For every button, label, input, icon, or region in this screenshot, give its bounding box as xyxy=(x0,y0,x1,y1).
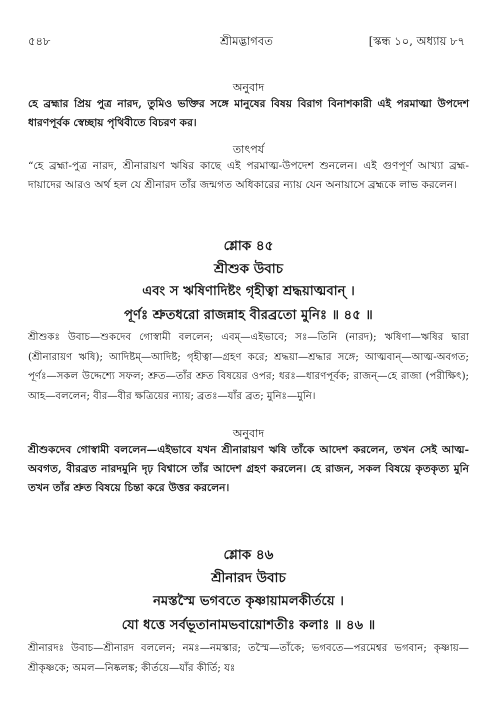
verse-46-synonyms: শ্রীনারদঃ উবাচ—শ্রীনারদ বললেন; নমঃ—নমস্কার; তস্মৈ—তাঁকে; ভগবতে—পরমেশ্বর ভগবান; কৃষ্ণায়—শ্রীকৃষ্ণকে; অমল—নিষ্কলঙ্ক; কীর্তয়ে—যাঁর কীর্তি; যঃ xyxy=(28,643,469,674)
running-header xyxy=(28,33,465,49)
chapter-reference: [স্কন্ধ ১০, অধ্যায় ৮৭ xyxy=(368,34,465,48)
verse-46-speaker: শ্রীনারদ উবাচ xyxy=(211,570,286,586)
verse-46-title: শ্লোক ৪৬ xyxy=(223,547,274,563)
verse-45-synonyms: শ্রীশুকঃ উবাচ—শুকদেব গোস্বামী বললেন; এবম্—এইভাবে; সঃ—তিনি (নারদ); ঋষিণা—ঋষির দ্বারা (শ্রীনারায়ণ ঋষি); আদিষ্টম্—আদিষ্ট; গৃহীত্বা—গ্রহণ করে; শ্রদ্ধয়া—শ্রদ্ধার সঙ্গে; আত্মবান্—আত্ম-অবগত; পূর্ণঃ—সকল উদ্দেশ্যে সফল; শ্রুত—তাঁর শ্রুত বিষয়ের ওপর; ধরঃ—ধারণপূর্বক; রাজন্—হে রাজা (পরীক্ষিৎ); আহ—বললেন; বীর—বীর ক্ষত্রিয়ের ন্যায়; ব্রতঃ—যাঁর ব্রত; মুনিঃ—মুনি। xyxy=(28,332,469,402)
verse-46-line-2: যো ধত্তে সর্বভূতানামভবায়োশতীঃ কলাঃ ॥ ৪৬ ॥ xyxy=(121,618,376,633)
verse-45-line-2: পূর্ণঃ শ্রুতধরো রাজন্নাহ বীরব্রতো মুনিঃ ॥ ৪৫ ॥ xyxy=(124,308,373,323)
book-title: শ্রীমদ্ভাগবত xyxy=(220,34,273,48)
verse-45-translation-text: শ্রীশুকদেব গোস্বামী বললেন—এইভাবে যখন শ্রীনারায়ণ ঋষি তাঁকে আদেশ করলেন, তখন সেই আত্ম-অবগত, বীরব্রত নারদমুনি দৃঢ় বিশ্বাসে তাঁর আদেশ গ্রহণ করলেন। হে রাজন, সকল বিষয়ে কৃতকৃত্য মুনি তখন তাঁর শ্রুত বিষয়ে চিন্তা করে উত্তর করলেন। xyxy=(28,444,469,494)
translation-text: হে ব্রহ্মার প্রিয় পুত্র নারদ, তুমিও ভক্তির সঙ্গে মানুষের বিষয় বিরাগ বিনাশকারী এই পরমাত্মা উপদেশ ধারণপূর্বক স্বেচ্ছায় পৃথিবীতে বিচরণ কর। xyxy=(28,98,469,129)
page-number: ৫৪৮ xyxy=(28,34,51,48)
verse-45-translation-label: অনুবাদ xyxy=(232,427,265,440)
verse-45-title: শ্লোক ৪৫ xyxy=(223,238,274,254)
verse-46-line-1: নমস্তস্মৈ ভগবতে কৃষ্ণায়ামলকীর্তয়ে । xyxy=(153,594,344,609)
verse-45-line-1: এবং স ঋষিণাদিষ্টং গৃহীত্বা শ্রদ্ধয়াত্মবান্ । xyxy=(142,284,355,299)
verse-45-speaker: শ্রীশুক উবাচ xyxy=(213,261,284,277)
purport-label: তাৎপর্য xyxy=(232,143,265,156)
translation-label: অনুবাদ xyxy=(232,81,265,94)
purport-text: “হে ব্রহ্মা-পুত্র নারদ, শ্রীনারায়ণ ঋষির কাছে এই পরমাত্ম-উপদেশ শুনলেন। এই গুণপূর্ণ আখ্যা ব্রহ্ম-দায়াদের আরও অর্থ হল যে শ্রীনারদ তাঁর জন্মগত অধিকারের ন্যায় যেন অনায়াসে ব্রহ্মকে লাভ করলেন। xyxy=(28,160,469,191)
